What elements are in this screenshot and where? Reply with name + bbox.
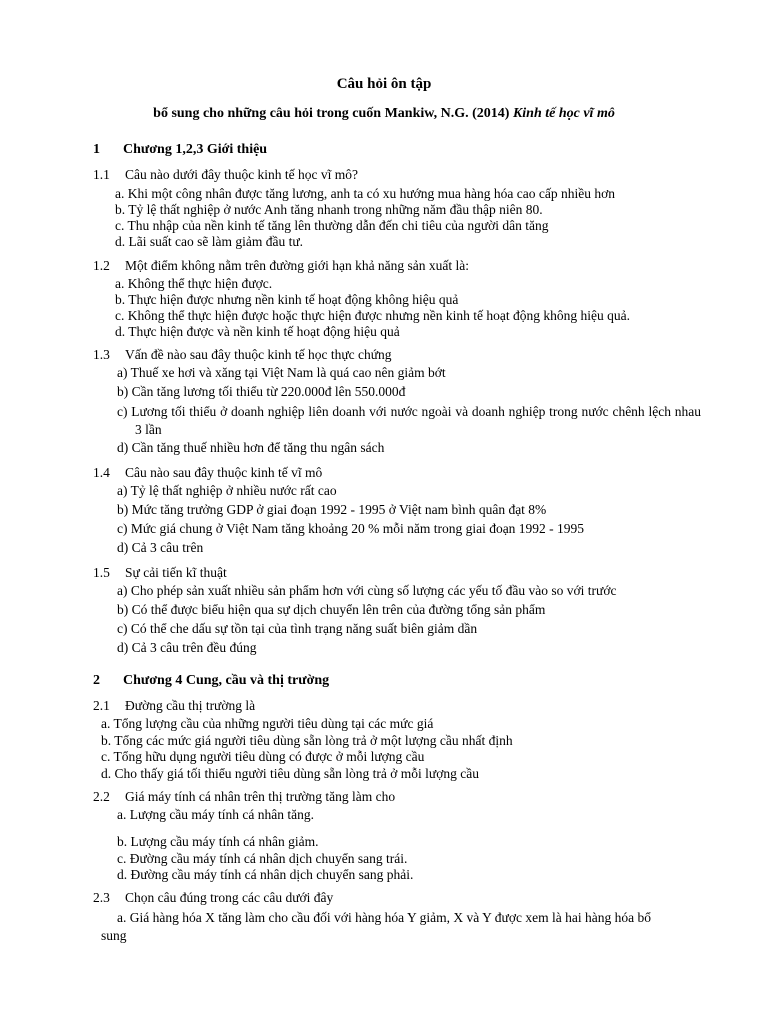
answer-option: d) Cả 3 câu trên đều đúng — [117, 640, 257, 655]
question — [93, 465, 322, 481]
answer-option: c) Lương tối thiểu ở doanh nghiệp liên doanh với nước ngoài và doanh nghiệp trong nước chênh lệch nhau 3 lần — [117, 404, 701, 437]
chapter-heading — [93, 673, 329, 689]
chapter-title: Chương 4 Cung, cầu và thị trường — [123, 673, 330, 688]
answer-option: b) Mức tăng trưởng GDP ở giai đoạn 1992 - 1995 ở Việt nam bình quân đạt 8% — [117, 502, 547, 517]
answer-option: b. Lượng cầu máy tính cá nhân giảm. — [117, 834, 319, 849]
question — [93, 890, 333, 906]
question-number: 2.1 — [93, 698, 110, 713]
answer-option: a. Lượng cầu máy tính cá nhân tăng. — [117, 807, 315, 822]
answer-option: d. Thực hiện được và nền kinh tế hoạt động hiệu quả — [115, 324, 400, 339]
answer-option: c. Thu nhập của nền kinh tế tăng lên thường dẫn đến chi tiêu của người dân tăng — [115, 218, 549, 233]
answer-option: b. Tỷ lệ thất nghiệp ở nước Anh tăng nhanh trong những năm đầu thập niên 80. — [115, 202, 543, 217]
answer-option: d. Lãi suất cao sẽ làm giảm đầu tư. — [115, 234, 304, 249]
question-number: 1.2 — [93, 258, 110, 273]
question-text: Chọn câu đúng trong các câu dưới đây — [125, 890, 334, 905]
question-number: 1.1 — [93, 167, 110, 182]
question-text: Vấn đề nào sau đây thuộc kinh tế học thực chứng — [125, 347, 392, 362]
answer-option: d) Cả 3 câu trên — [117, 540, 204, 555]
answer-option: b) Cần tăng lương tối thiểu từ 220.000đ lên 550.000đ — [117, 384, 406, 399]
answer-option: d. Đường cầu máy tính cá nhân dịch chuyển sang phải. — [117, 867, 414, 882]
question-text: Một điểm không nằm trên đường giới hạn khả năng sản xuất là: — [125, 258, 470, 273]
answer-option: a. Giá hàng hóa X tăng làm cho cầu đối với hàng hóa Y giảm, X và Y được xem là hai hàng hóa bổ sung — [101, 910, 651, 943]
chapter-title: Chương 1,2,3 Giới thiệu — [123, 142, 268, 157]
answer-option: b) Có thể được biểu hiện qua sự dịch chuyển lên trên của đường tổng sản phẩm — [117, 602, 546, 617]
question — [93, 167, 358, 183]
question — [93, 347, 392, 363]
answer-option: b. Thực hiện được nhưng nền kinh tế hoạt động không hiệu quả — [115, 292, 459, 307]
question-number: 1.4 — [93, 465, 110, 480]
question-text: Đường cầu thị trường là — [125, 698, 256, 713]
chapter-number: 2 — [93, 673, 100, 688]
answer-option: b. Tổng các mức giá người tiêu dùng sẵn lòng trả ở một lượng cầu nhất định — [101, 733, 513, 748]
question-number: 1.3 — [93, 347, 110, 362]
answer-option: a) Cho phép sản xuất nhiều sản phẩm hơn với cùng số lượng các yếu tố đầu vào so với trước — [117, 583, 617, 598]
question-number: 2.3 — [93, 890, 110, 905]
question — [93, 698, 255, 714]
question — [93, 258, 469, 274]
answer-option: d. Cho thấy giá tối thiểu người tiêu dùng sẵn lòng trả ở mỗi lượng cầu — [101, 766, 479, 781]
answer-option: c) Có thể che dấu sự tồn tại của tình trạng năng suất biên giảm dần — [117, 621, 478, 636]
chapter-number: 1 — [93, 142, 100, 157]
answer-option: c. Không thể thực hiện được hoặc thực hiện được nhưng nền kinh tế hoạt động không hiệu quả. — [115, 308, 630, 323]
answer-option: c. Đường cầu máy tính cá nhân dịch chuyển sang trái. — [117, 851, 408, 866]
page-title: Câu hỏi ôn tập — [336, 76, 432, 92]
question-number: 1.5 — [93, 565, 110, 580]
question-number: 2.2 — [93, 789, 110, 804]
question — [93, 565, 227, 581]
question — [93, 789, 395, 805]
question-text: Sự cải tiến kĩ thuật — [125, 565, 227, 580]
question-text: Câu nào dưới đây thuộc kinh tế học vĩ mô? — [125, 167, 359, 182]
question-text: Giá máy tính cá nhân trên thị trường tăng làm cho — [125, 789, 396, 804]
answer-option: a. Khi một công nhân được tăng lương, anh ta có xu hướng mua hàng hóa cao cấp nhiều hơn — [115, 186, 616, 201]
answer-option: c. Tổng hữu dụng người tiêu dùng có được ở mỗi lượng cầu — [101, 749, 425, 764]
subtitle-book-title: Kinh tế học vĩ mô — [512, 106, 615, 121]
answer-option: a) Tỷ lệ thất nghiệp ở nhiều nước rất cao — [117, 483, 337, 498]
question-text: Câu nào sau đây thuộc kinh tế vĩ mô — [125, 465, 323, 480]
answer-option: a) Thuế xe hơi và xăng tại Việt Nam là quá cao nên giảm bớt — [117, 365, 446, 380]
page-subtitle — [0, 106, 768, 122]
answer-option: a. Không thể thực hiện được. — [115, 276, 273, 291]
answer-option: d) Cần tăng thuế nhiều hơn để tăng thu ngân sách — [117, 440, 385, 455]
answer-option: c) Mức giá chung ở Việt Nam tăng khoảng 20 % mỗi năm trong giai đoạn 1992 - 1995 — [117, 521, 585, 536]
answer-option: a. Tổng lượng cầu của những người tiêu dùng tại các mức giá — [101, 716, 434, 731]
subtitle-text: bổ sung cho những câu hỏi trong cuốn Mankiw, N.G. (2014) — [153, 106, 513, 121]
chapter-heading — [93, 142, 267, 158]
